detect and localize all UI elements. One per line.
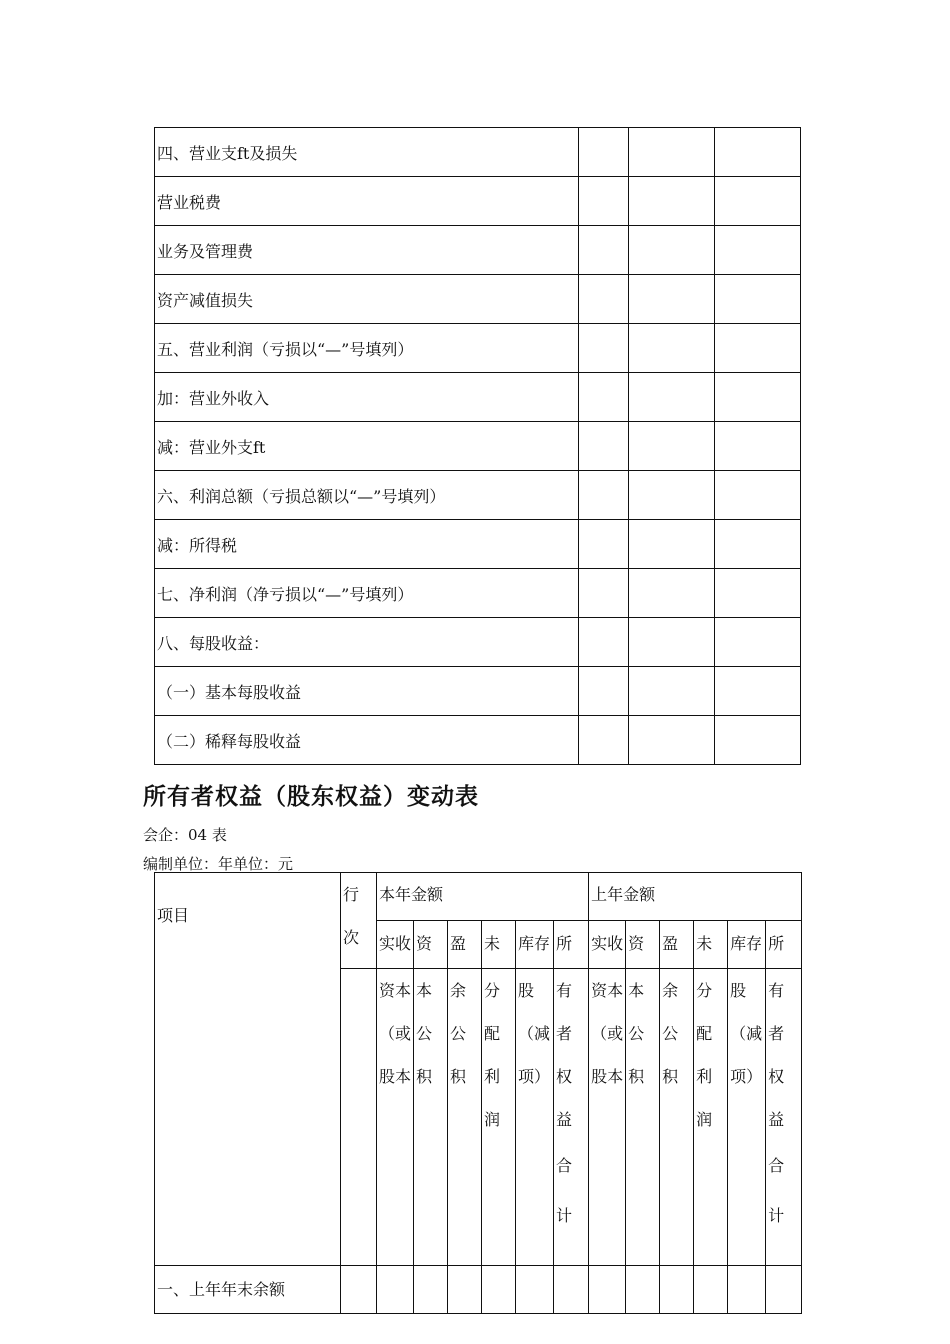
income-statement-table bbox=[154, 127, 801, 765]
income-value-cell bbox=[629, 324, 715, 373]
column-header-rest bbox=[626, 969, 660, 1266]
income-value-cell bbox=[578, 275, 629, 324]
column-header-rest bbox=[589, 969, 626, 1266]
equity-value-cell bbox=[728, 1266, 766, 1314]
column-header-fragment: 项） bbox=[730, 1067, 763, 1086]
income-value-cell bbox=[715, 177, 801, 226]
income-row-label: 减：所得税 bbox=[155, 520, 579, 569]
column-header-fragment: 配 bbox=[484, 1024, 501, 1043]
income-value-cell bbox=[578, 471, 629, 520]
income-row bbox=[155, 520, 801, 569]
column-header-rest bbox=[694, 969, 728, 1266]
income-value-cell bbox=[578, 716, 629, 765]
income-row bbox=[155, 324, 801, 373]
income-row-label: （二）稀释每股收益 bbox=[155, 716, 579, 765]
equity-value-cell bbox=[414, 1266, 448, 1314]
header-row-no-2: 次 bbox=[343, 928, 360, 947]
equity-value-cell bbox=[694, 1266, 728, 1314]
header-row-no-cell bbox=[341, 873, 377, 969]
income-value-cell bbox=[578, 667, 629, 716]
column-header-fragment: 资本 bbox=[379, 981, 412, 1000]
income-value-cell bbox=[629, 177, 715, 226]
income-value-cell bbox=[629, 128, 715, 177]
income-row-label: 业务及管理费 bbox=[155, 226, 579, 275]
column-header-fragment: 益 bbox=[768, 1110, 785, 1129]
column-header-rest bbox=[377, 969, 414, 1266]
column-header-top: 库存 bbox=[728, 921, 766, 969]
income-value-cell bbox=[578, 520, 629, 569]
income-value-cell bbox=[715, 618, 801, 667]
column-header-fragment: 益 bbox=[556, 1110, 573, 1129]
equity-value-cell bbox=[482, 1266, 516, 1314]
column-header-fragment: 者 bbox=[556, 1024, 573, 1043]
column-header-fragment: 有 bbox=[556, 981, 573, 1000]
column-header-top: 实收 bbox=[589, 921, 626, 969]
column-header-rest bbox=[516, 969, 554, 1266]
column-header-fragment: 公 bbox=[450, 1024, 467, 1043]
income-value-cell bbox=[629, 275, 715, 324]
equity-value-cell bbox=[626, 1266, 660, 1314]
equity-row-label: 一、上年年末余额 bbox=[155, 1266, 341, 1314]
column-header-fragment: 积 bbox=[662, 1067, 679, 1086]
equity-value-cell bbox=[766, 1266, 802, 1314]
column-header-top: 库存 bbox=[516, 921, 554, 969]
income-value-cell bbox=[715, 716, 801, 765]
income-value-cell bbox=[578, 373, 629, 422]
column-header-fragment: 余 bbox=[450, 981, 467, 1000]
equity-value-cell bbox=[589, 1266, 626, 1314]
column-header-fragment: 者 bbox=[768, 1024, 785, 1043]
column-header-top: 所 bbox=[766, 921, 802, 969]
column-header-top: 盈 bbox=[660, 921, 694, 969]
column-header-rest bbox=[554, 969, 589, 1266]
column-header-top: 未 bbox=[482, 921, 516, 969]
equity-value-cell bbox=[377, 1266, 414, 1314]
column-header-fragment: 润 bbox=[696, 1110, 713, 1129]
income-row-label: 五、营业利润（亏损以“—”号填列） bbox=[155, 324, 579, 373]
income-value-cell bbox=[715, 128, 801, 177]
income-value-cell bbox=[578, 177, 629, 226]
column-header-fragment: 公 bbox=[662, 1024, 679, 1043]
column-header-fragment: 本 bbox=[628, 981, 645, 1000]
equity-statement-title: 所有者权益（股东权益）变动表 bbox=[143, 784, 479, 810]
column-header-fragment: 资本 bbox=[591, 981, 624, 1000]
column-header-fragment: 股本 bbox=[591, 1067, 624, 1086]
income-value-cell bbox=[715, 520, 801, 569]
column-header-top: 资 bbox=[414, 921, 448, 969]
income-row-label: 八、每股收益： bbox=[155, 618, 579, 667]
income-value-cell bbox=[629, 667, 715, 716]
income-value-cell bbox=[629, 226, 715, 275]
column-header-fragment: 本 bbox=[416, 981, 433, 1000]
income-row-label: 六、利润总额（亏损总额以“—”号填列） bbox=[155, 471, 579, 520]
equity-change-table bbox=[154, 872, 802, 1314]
column-header-fragment: 股本 bbox=[379, 1067, 412, 1086]
income-value-cell bbox=[715, 275, 801, 324]
income-value-cell bbox=[715, 373, 801, 422]
equity-value-cell bbox=[448, 1266, 482, 1314]
income-value-cell bbox=[629, 422, 715, 471]
column-header-top: 未 bbox=[694, 921, 728, 969]
column-header-rest bbox=[414, 969, 448, 1266]
column-header-fragment: 合 bbox=[768, 1156, 785, 1175]
column-header-fragment: 项） bbox=[518, 1067, 551, 1086]
equity-value-cell bbox=[516, 1266, 554, 1314]
column-header-rest bbox=[448, 969, 482, 1266]
column-header-fragment: 积 bbox=[416, 1067, 433, 1086]
column-header-fragment: 积 bbox=[628, 1067, 645, 1086]
column-header-fragment: 分 bbox=[484, 981, 501, 1000]
income-row-label: 加：营业外收入 bbox=[155, 373, 579, 422]
column-header-fragment: 股 bbox=[518, 981, 535, 1000]
column-header-top: 实收 bbox=[377, 921, 414, 969]
header-item-cell bbox=[155, 873, 341, 1266]
column-header-fragment: 分 bbox=[696, 981, 713, 1000]
column-header-fragment: 计 bbox=[556, 1206, 573, 1225]
income-value-cell bbox=[578, 569, 629, 618]
column-header-fragment: 利 bbox=[484, 1067, 501, 1086]
row-no-cell bbox=[341, 969, 377, 1266]
income-value-cell bbox=[715, 471, 801, 520]
income-value-cell bbox=[629, 373, 715, 422]
column-header-fragment: （或 bbox=[591, 1024, 624, 1043]
income-value-cell bbox=[715, 324, 801, 373]
column-header-fragment: （减 bbox=[518, 1024, 551, 1043]
income-value-cell bbox=[629, 618, 715, 667]
column-header-fragment: 权 bbox=[768, 1067, 785, 1086]
header-row-no-1: 行 bbox=[343, 885, 360, 904]
column-header-fragment: 配 bbox=[696, 1024, 713, 1043]
income-row bbox=[155, 716, 801, 765]
income-row-label: 七、净利润（净亏损以“—”号填列） bbox=[155, 569, 579, 618]
income-value-cell bbox=[578, 422, 629, 471]
income-value-cell bbox=[715, 226, 801, 275]
column-header-top: 盈 bbox=[448, 921, 482, 969]
income-row bbox=[155, 177, 801, 226]
column-header-fragment: 润 bbox=[484, 1110, 501, 1129]
income-value-cell bbox=[578, 128, 629, 177]
column-header-fragment: 股 bbox=[730, 981, 747, 1000]
income-row bbox=[155, 422, 801, 471]
form-code: 会企：04 表 bbox=[143, 826, 227, 844]
column-header-fragment: 积 bbox=[450, 1067, 467, 1086]
column-header-fragment: 权 bbox=[556, 1067, 573, 1086]
column-header-fragment: 公 bbox=[416, 1024, 433, 1043]
income-value-cell bbox=[629, 569, 715, 618]
income-row bbox=[155, 569, 801, 618]
prior-year-header: 上年金额 bbox=[589, 873, 802, 921]
income-row bbox=[155, 667, 801, 716]
column-header-rest bbox=[766, 969, 802, 1266]
income-value-cell bbox=[715, 569, 801, 618]
income-value-cell bbox=[578, 324, 629, 373]
income-row-label: 四、营业支ft及损失 bbox=[155, 128, 579, 177]
income-value-cell bbox=[629, 471, 715, 520]
equity-value-cell bbox=[660, 1266, 694, 1314]
income-row bbox=[155, 275, 801, 324]
column-header-fragment: 合 bbox=[556, 1156, 573, 1175]
income-value-cell bbox=[715, 667, 801, 716]
equity-value-cell bbox=[341, 1266, 377, 1314]
income-row-label: （一）基本每股收益 bbox=[155, 667, 579, 716]
column-header-fragment: 余 bbox=[662, 981, 679, 1000]
column-header-fragment: （减 bbox=[730, 1024, 763, 1043]
column-header-fragment: 计 bbox=[768, 1206, 785, 1225]
preparer-unit: 编制单位：年单位：元 bbox=[143, 855, 294, 873]
equity-value-cell bbox=[554, 1266, 589, 1314]
header-item: 项目 bbox=[157, 906, 190, 925]
income-value-cell bbox=[578, 618, 629, 667]
income-value-cell bbox=[629, 716, 715, 765]
current-year-header: 本年金额 bbox=[377, 873, 589, 921]
income-row bbox=[155, 471, 801, 520]
income-row bbox=[155, 373, 801, 422]
income-row-label: 资产减值损失 bbox=[155, 275, 579, 324]
column-header-fragment: 有 bbox=[768, 981, 785, 1000]
column-header-fragment: 利 bbox=[696, 1067, 713, 1086]
column-header-fragment: （或 bbox=[379, 1024, 412, 1043]
income-row-label: 减：营业外支ft bbox=[155, 422, 579, 471]
income-value-cell bbox=[629, 520, 715, 569]
income-row bbox=[155, 226, 801, 275]
column-header-rest bbox=[660, 969, 694, 1266]
column-header-top: 资 bbox=[626, 921, 660, 969]
income-row bbox=[155, 618, 801, 667]
column-header-fragment: 公 bbox=[628, 1024, 645, 1043]
column-header-top: 所 bbox=[554, 921, 589, 969]
income-row-label: 营业税费 bbox=[155, 177, 579, 226]
income-value-cell bbox=[578, 226, 629, 275]
income-value-cell bbox=[715, 422, 801, 471]
column-header-rest bbox=[728, 969, 766, 1266]
column-header-rest bbox=[482, 969, 516, 1266]
income-row bbox=[155, 128, 801, 177]
